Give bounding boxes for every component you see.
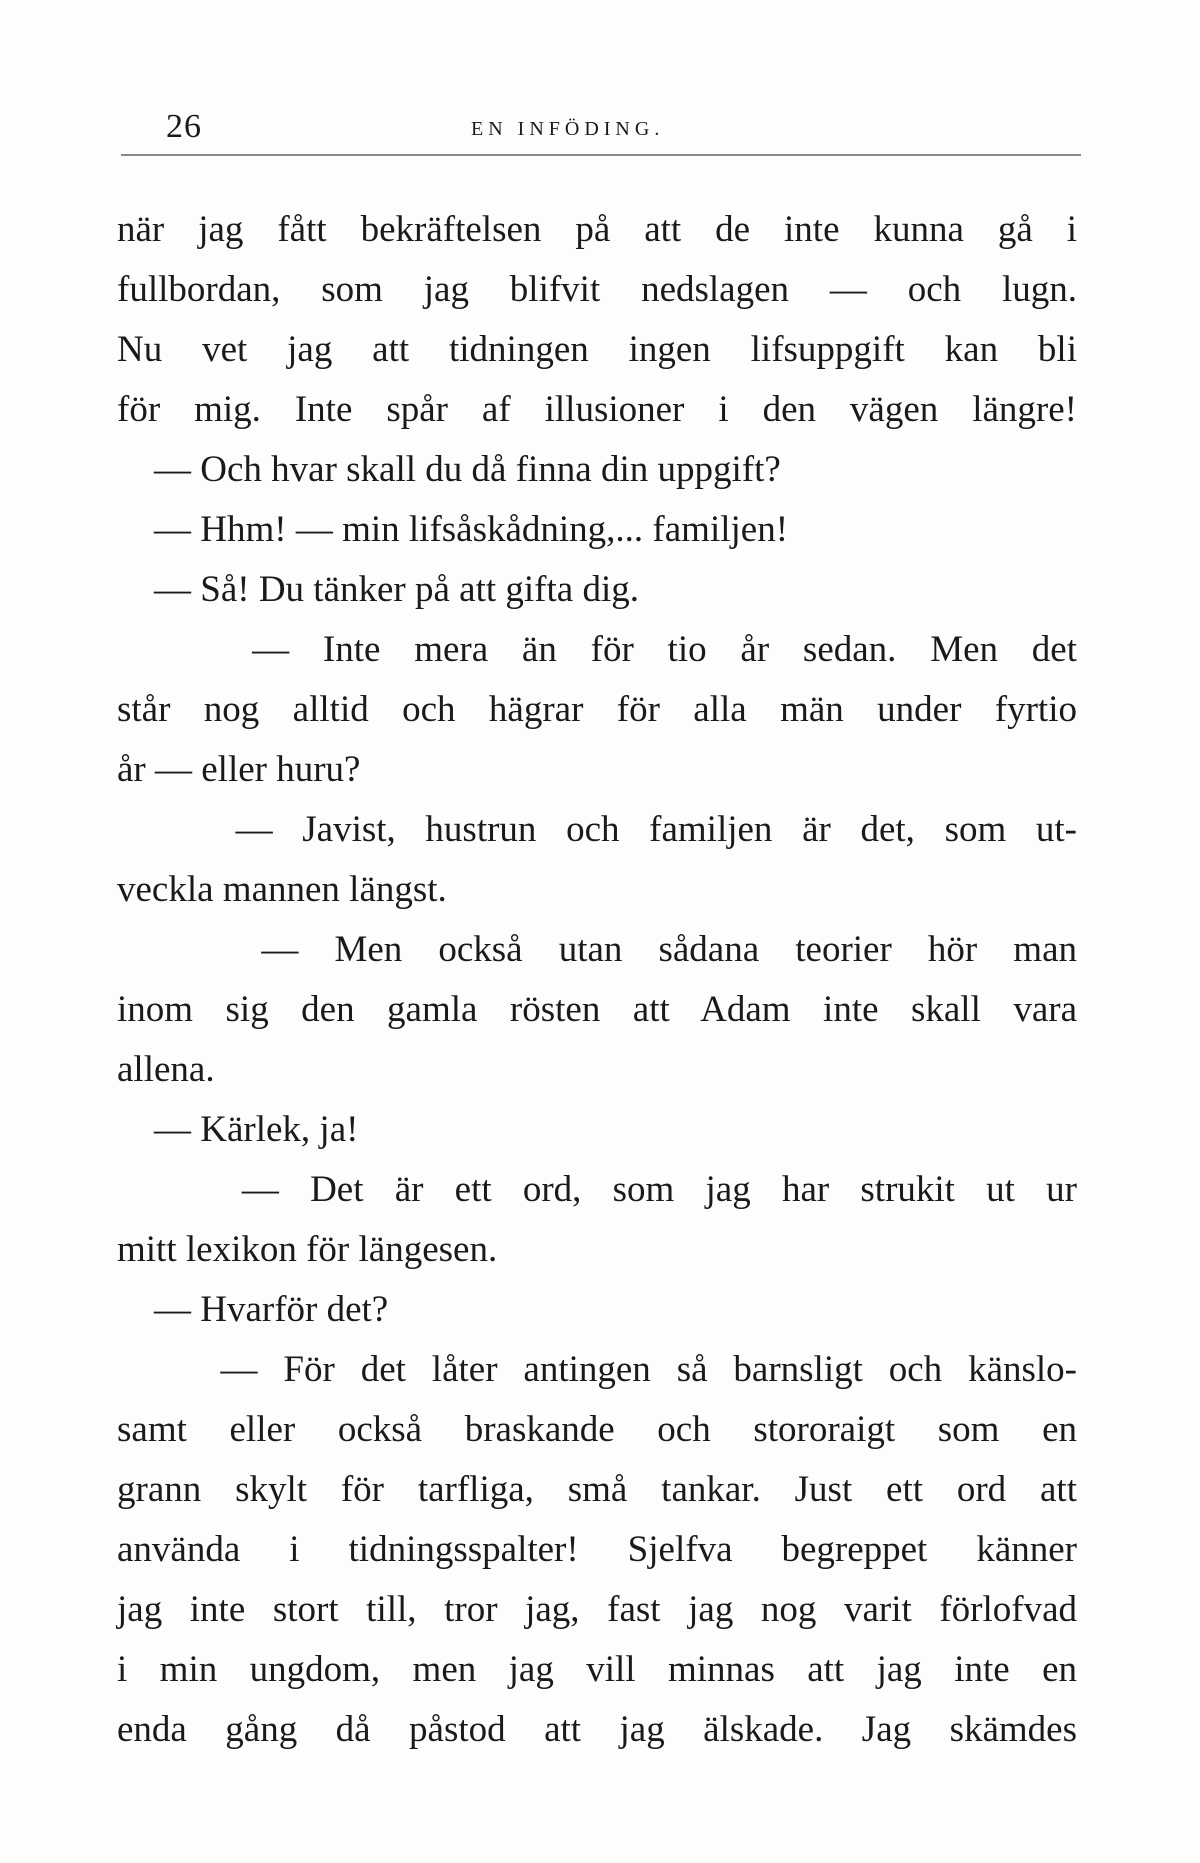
page-number: 26 [166, 108, 202, 145]
text-line: — Så! Du tänker på att gifta dig. [117, 569, 639, 610]
text-line: för mig. Inte spår af illusioner i den vägen längre! [117, 389, 1077, 430]
text-line: i min ungdom, men jag vill minnas att jag inte en [117, 1649, 1077, 1690]
text-line: Nu vet jag att tidningen ingen lifsuppgift kan bli [117, 329, 1077, 370]
text-line: — Men också utan sådana teorier hör man [117, 929, 1077, 970]
page-header [121, 100, 1081, 150]
text-line: — Hvarför det? [117, 1289, 389, 1330]
text-line: — Inte mera än för tio år sedan. Men det [117, 629, 1077, 670]
running-title: EN INFÖDING. [471, 118, 665, 140]
text-line: — För det låter antingen så barnsligt och känslo- [117, 1349, 1077, 1390]
text-line: enda gång då påstod att jag älskade. Jag skämdes [117, 1709, 1077, 1750]
text-line: veckla mannen längst. [117, 869, 447, 910]
text-line: — Hhm! — min lifsåskådning,... familjen! [117, 509, 789, 550]
text-line: när jag fått bekräftelsen på att de inte kunna gå i [117, 209, 1077, 250]
text-line: allena. [117, 1049, 215, 1090]
text-line: samt eller också braskande och stororaigt som en [117, 1409, 1077, 1450]
text-line: — Javist, hustrun och familjen är det, som ut- [117, 809, 1077, 850]
text-line: — Och hvar skall du då finna din uppgift? [117, 449, 781, 490]
text-line: grann skylt för tarfliga, små tankar. Just ett ord att [117, 1469, 1077, 1510]
text-line: år — eller huru? [117, 749, 361, 790]
text-line: står nog alltid och hägrar för alla män under fyrtio [117, 689, 1077, 730]
text-line: jag inte stort till, tror jag, fast jag nog varit förlofvad [117, 1589, 1077, 1630]
text-line: — Kärlek, ja! [117, 1109, 359, 1150]
header-rule [121, 154, 1081, 156]
body-text [117, 200, 1077, 1760]
text-line: mitt lexikon för längesen. [117, 1229, 498, 1270]
text-line: — Det är ett ord, som jag har strukit ut ur [117, 1169, 1077, 1210]
text-line: fullbordan, som jag blifvit nedslagen — och lugn. [117, 269, 1077, 310]
text-line: inom sig den gamla rösten att Adam inte skall vara [117, 989, 1077, 1030]
text-line: använda i tidningsspalter! Sjelfva begreppet känner [117, 1529, 1077, 1570]
